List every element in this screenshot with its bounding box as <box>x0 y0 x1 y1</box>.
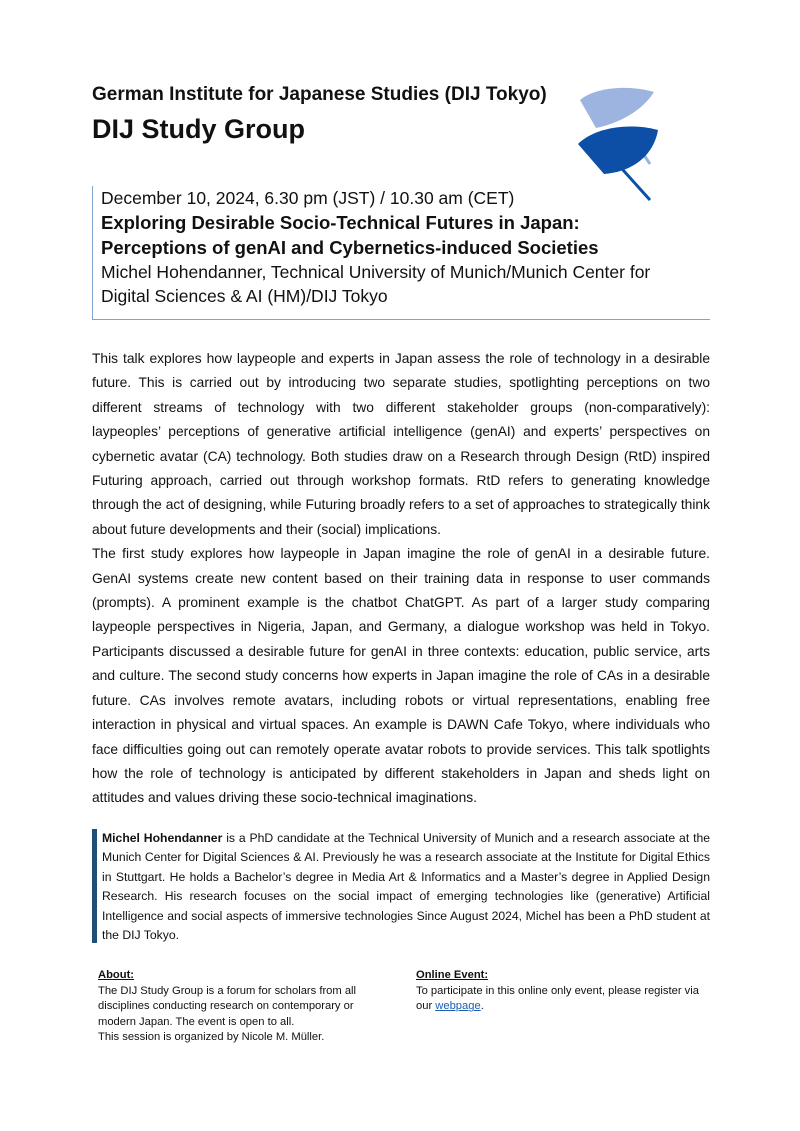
abstract <box>92 347 710 811</box>
event-info <box>92 186 710 320</box>
online-suffix: . <box>480 1000 484 1013</box>
online-text-container <box>416 984 716 1015</box>
event-title-line-1: Exploring Desirable Socio-Technical Futures in Japan: <box>101 212 580 233</box>
about-text: The DIJ Study Group is a forum for scholars from all disciplines conducting research on contemporary or modern Japan. The event is open to all. <box>98 984 357 1028</box>
event-speaker-line-1: Michel Hohendanner, Technical University of Munich/Munich Center for <box>101 262 651 282</box>
ginkgo-leaf-icon <box>574 84 664 202</box>
page-title: DIJ Study Group <box>92 114 306 144</box>
abstract-paragraph-2: The first study explores how laypeople in Japan imagine the role of genAI in a desirable future. GenAI systems create new content based on their training data in response to user commands (prompts). A prominent example is the chatbot ChatGPT. As part of a larger study comparing laypeople perspectives in Nigeria, Japan, and Germany, a dialogue workshop was held in Tokyo. Participants discussed a desirable future for genAI in three contexts: education, public service, arts and culture. The second study concerns how experts in Japan imagine the role of CAs in a desirable future. CAs involves remote avatars, including robots or virtual representations, enabling free interaction in physical and virtual spaces. An example is DAWN Cafe Tokyo, where individuals who face difficulties going out can remotely operate avatar robots to provide services. This talk spotlights how the role of technology is anticipated by different stakeholders in Japan and sheds light on attitudes and values driving these socio-technical imaginations. <box>92 546 710 806</box>
abstract-paragraph-1: This talk explores how laypeople and experts in Japan assess the role of technology in a desirable future. This is carried out by introducing two separate studies, spotlighting perceptions on two different streams of technology with two different stakeholder groups (non-comparatively): laypeoples’ perceptions of generative artificial intelligence (genAI) and experts’ perspectives on cybernetic avatar (CA) technology. Both studies draw on a Research through Design (RtD) inspired Futuring approach, carried out through workshop formats. RtD refers to generating knowledge through the act of designing, while Futuring broadly refers to a set of approaches to strategically think about future developments and their (social) implications. <box>92 351 710 537</box>
about-heading: About: <box>98 969 135 981</box>
bio-text: is a PhD candidate at the Technical University of Munich and a research associate at the Munich Center for Digital Sciences & AI. Previously he was a research associate at the Institute for Digital Ethics in Stuttgart. He holds a Bachelor’s degree in Media Art & Informatics and a Master’s degree in Applied Design Research. His research focuses on the social impact of emerging technologies like (generative) Artificial Intelligence and social aspects of immersive technologies Since August 2024, Michel has been a PhD student at the DIJ Tokyo. <box>102 831 711 943</box>
about-organizer: This session is organized by Nicole M. Müller. <box>98 1031 325 1044</box>
speaker-bio <box>92 829 710 943</box>
about-section <box>98 968 388 1046</box>
event-title-line-2: Perceptions of genAI and Cybernetics-induced Societies <box>101 237 599 258</box>
online-text: To participate in this online only event, please register via our <box>416 984 699 1013</box>
webpage-link[interactable]: webpage <box>435 1000 481 1013</box>
event-speaker-line-2: Digital Sciences & AI (HM)/DIJ Tokyo <box>101 286 388 306</box>
bio-name: Michel Hohendanner <box>102 831 223 845</box>
online-event-section <box>416 968 716 1015</box>
organization-name: German Institute for Japanese Studies (DIJ Tokyo) <box>92 84 547 105</box>
event-date: December 10, 2024, 6.30 pm (JST) / 10.30 am (CET) <box>101 188 515 208</box>
online-heading: Online Event: <box>416 969 489 981</box>
